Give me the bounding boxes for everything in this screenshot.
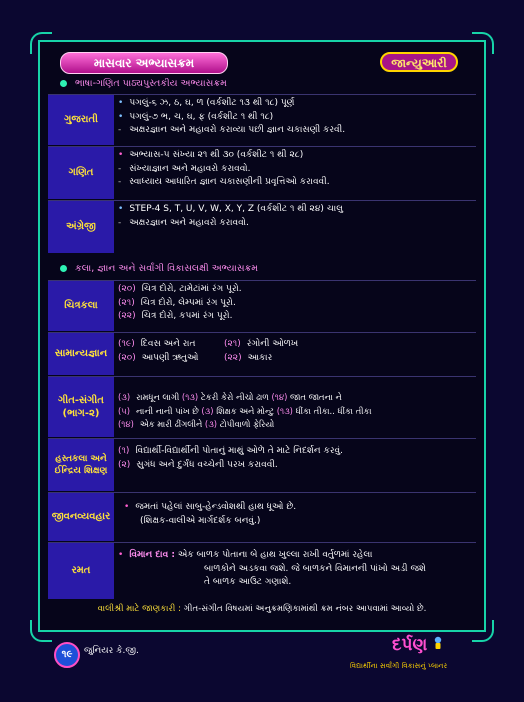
subject-row-gk — [48, 332, 476, 375]
subject-content — [118, 549, 474, 590]
list-item: (૧૯) દિવસ અને રાત (૨૧) રંગોની ઓળખ — [118, 339, 299, 349]
subject-row-game — [48, 542, 476, 599]
subject-row-songs — [48, 376, 476, 437]
list-item: (૨૦) ચિત્ર દોરો, ટામેટાંમાં રંગ પૂરો. — [118, 284, 242, 294]
bullet-icon — [60, 80, 67, 87]
list-item: • જમતાં પહેલાં સાબુ-હેન્ડવોશથી હાથ ધૂઓ છે. — [124, 502, 297, 512]
subject-content — [118, 149, 474, 190]
corner-ornament — [472, 620, 494, 642]
subject-row-english — [48, 200, 476, 253]
subject-row-life — [48, 492, 476, 541]
list-item: • STEP-4 S, T, U, V, W, X, Y, Z (વર્કશીટ ૧ થી ૨૪) ચાલુ — [118, 204, 344, 214]
list-item: • વિમાન દાવ : એક બાળક પોતાના બે હાથ ખુલ્લા રાખી વર્તુળમાં રહેલા — [118, 550, 373, 560]
page-number: ૧૯ — [54, 642, 80, 668]
section-heading: ભાષા-ગણિત પાઠ્યપુસ્તકીય અભ્યાસક્રમ — [48, 75, 476, 93]
subject-label: હસ્તકલા અને ઈન્દ્રિય શિક્ષણ — [48, 439, 114, 491]
subject-content — [118, 501, 474, 528]
list-item: (૧૪) એક મારી ઢીંગલીને (૩) ટોપીવાળો ફેરિયો — [118, 419, 275, 430]
subject-label: અંગ્રેજી — [48, 201, 114, 253]
subject-content — [118, 283, 474, 324]
grade-label: જુનિયર કે.જી. — [84, 646, 139, 656]
subject-row-drawing — [48, 280, 476, 331]
subject-row-math — [48, 146, 476, 199]
subject-label: રમત — [48, 543, 114, 599]
list-item: બાળકોને અડકવા જશે. જે બાળકને વિમાનની પાંખો અડી જશે — [204, 563, 426, 574]
list-item: (૧) વિદ્યાર્થી-વિદ્યાર્થીની પોતાનું માથું ઓળે તે માટે નિદર્શન કરવું. — [118, 446, 343, 456]
subject-label: ગણિત — [48, 147, 114, 199]
list-item: તે બાળક આઉટ ગણાશે. — [204, 577, 292, 588]
subject-label: સામાન્યજ્ઞાન — [48, 333, 114, 375]
subject-content — [118, 391, 474, 432]
subject-content — [118, 445, 474, 472]
subject-content — [118, 97, 474, 138]
list-item: • પગલું-૭ ભ, ચ, ઘ, ફ (વર્કશીટ ૧ થી ૧૮) — [118, 111, 274, 122]
subject-label: ગુજરાતી — [48, 95, 114, 145]
list-item: (૨) સુગંધ અને દુર્ગંધ વચ્ચેની પરખ કરાવવી. — [118, 459, 278, 470]
subject-label: ગીત-સંગીત (ભાગ-૨) — [48, 377, 114, 437]
list-item: (૨૦) આપણી ઋતુઓ (૨૨) આકાર — [118, 352, 273, 363]
subject-content — [118, 203, 474, 230]
corner-ornament — [30, 620, 52, 642]
list-item: (૨૨) ચિત્ર દોરો, કપમાં રંગ પૂરો. — [118, 311, 233, 322]
list-item: (શિક્ષક-વાલીએ માર્ગદર્શક બનવું.) — [140, 515, 261, 526]
list-item: - સંખ્યાજ્ઞાન અને મહાવરો કરાવવો. — [118, 163, 251, 174]
subject-content — [118, 338, 474, 365]
bullet-icon — [60, 265, 67, 272]
list-item: • અભ્યાસ-૫ સંખ્યા ૨૧ થી ૩૦ (વર્કશીટ ૧ થી ૨૮) — [118, 150, 304, 160]
list-item: • પગલું-૬ ઝ, ઠ, ઘ, ળ (વર્કશીટ ૧૩ થી ૧૮) પૂર્ણ — [118, 98, 295, 108]
subject-row-gujarati — [48, 94, 476, 145]
subject-label: જીવનવ્યવહાર — [48, 493, 114, 541]
list-item: - સ્વાધ્યાય આધારિત જ્ઞાન ચકાસણીની પ્રવૃત્તિઓ કરાવવી. — [118, 177, 330, 188]
list-item: (૫) નાની નાની પાંખ છે (૩) શિક્ષક અને મોન્ટુ (૧૩) ધીંકા તીકા.. ધીંકા તીકા — [118, 405, 372, 416]
page-title: માસવાર અભ્યાસક્રમ — [60, 52, 228, 74]
subject-label: ચિત્રકલા — [48, 281, 114, 331]
list-item: (૩) રામધૂન લાગી (૧૩) ટેકરી કેરો નીચો ઢાળ (૧૪) જાત જાતના ને — [118, 392, 342, 402]
parent-note: વાલીશ્રી માટે જાણકારી : ગીત-સંગીત વિષયમાં અનુક્રમણિકામાંથી ક્રમ નંબર આપવામાં આવ્યો છે. — [97, 604, 427, 614]
pencil-icon — [432, 636, 444, 650]
month-badge: જાન્યુઆરી — [380, 52, 458, 72]
section-heading: કલા, જ્ઞાન અને સર્વાંગી વિકાસલક્ષી અભ્યાસક્રમ — [48, 260, 476, 278]
corner-ornament — [472, 32, 494, 54]
list-item: - અક્ષરજ્ઞાન અને મહાવરો કરાવવો. — [118, 217, 249, 228]
corner-ornament — [30, 32, 52, 54]
brand-tagline: વિદ્યાર્થીના સર્વાંગી વિકાસનું પ્લાનર — [350, 661, 448, 670]
list-item: - અક્ષરજ્ઞાન અને મહાવરો કરાવ્યા પછી જ્ઞાન ચકાસણી કરવી. — [118, 125, 346, 136]
brand-logo: દર્પણ — [392, 635, 428, 655]
subject-row-handwork — [48, 438, 476, 491]
list-item: (૨૧) ચિત્ર દોરો, લેમ્પમાં રંગ પૂરો. — [118, 297, 236, 308]
